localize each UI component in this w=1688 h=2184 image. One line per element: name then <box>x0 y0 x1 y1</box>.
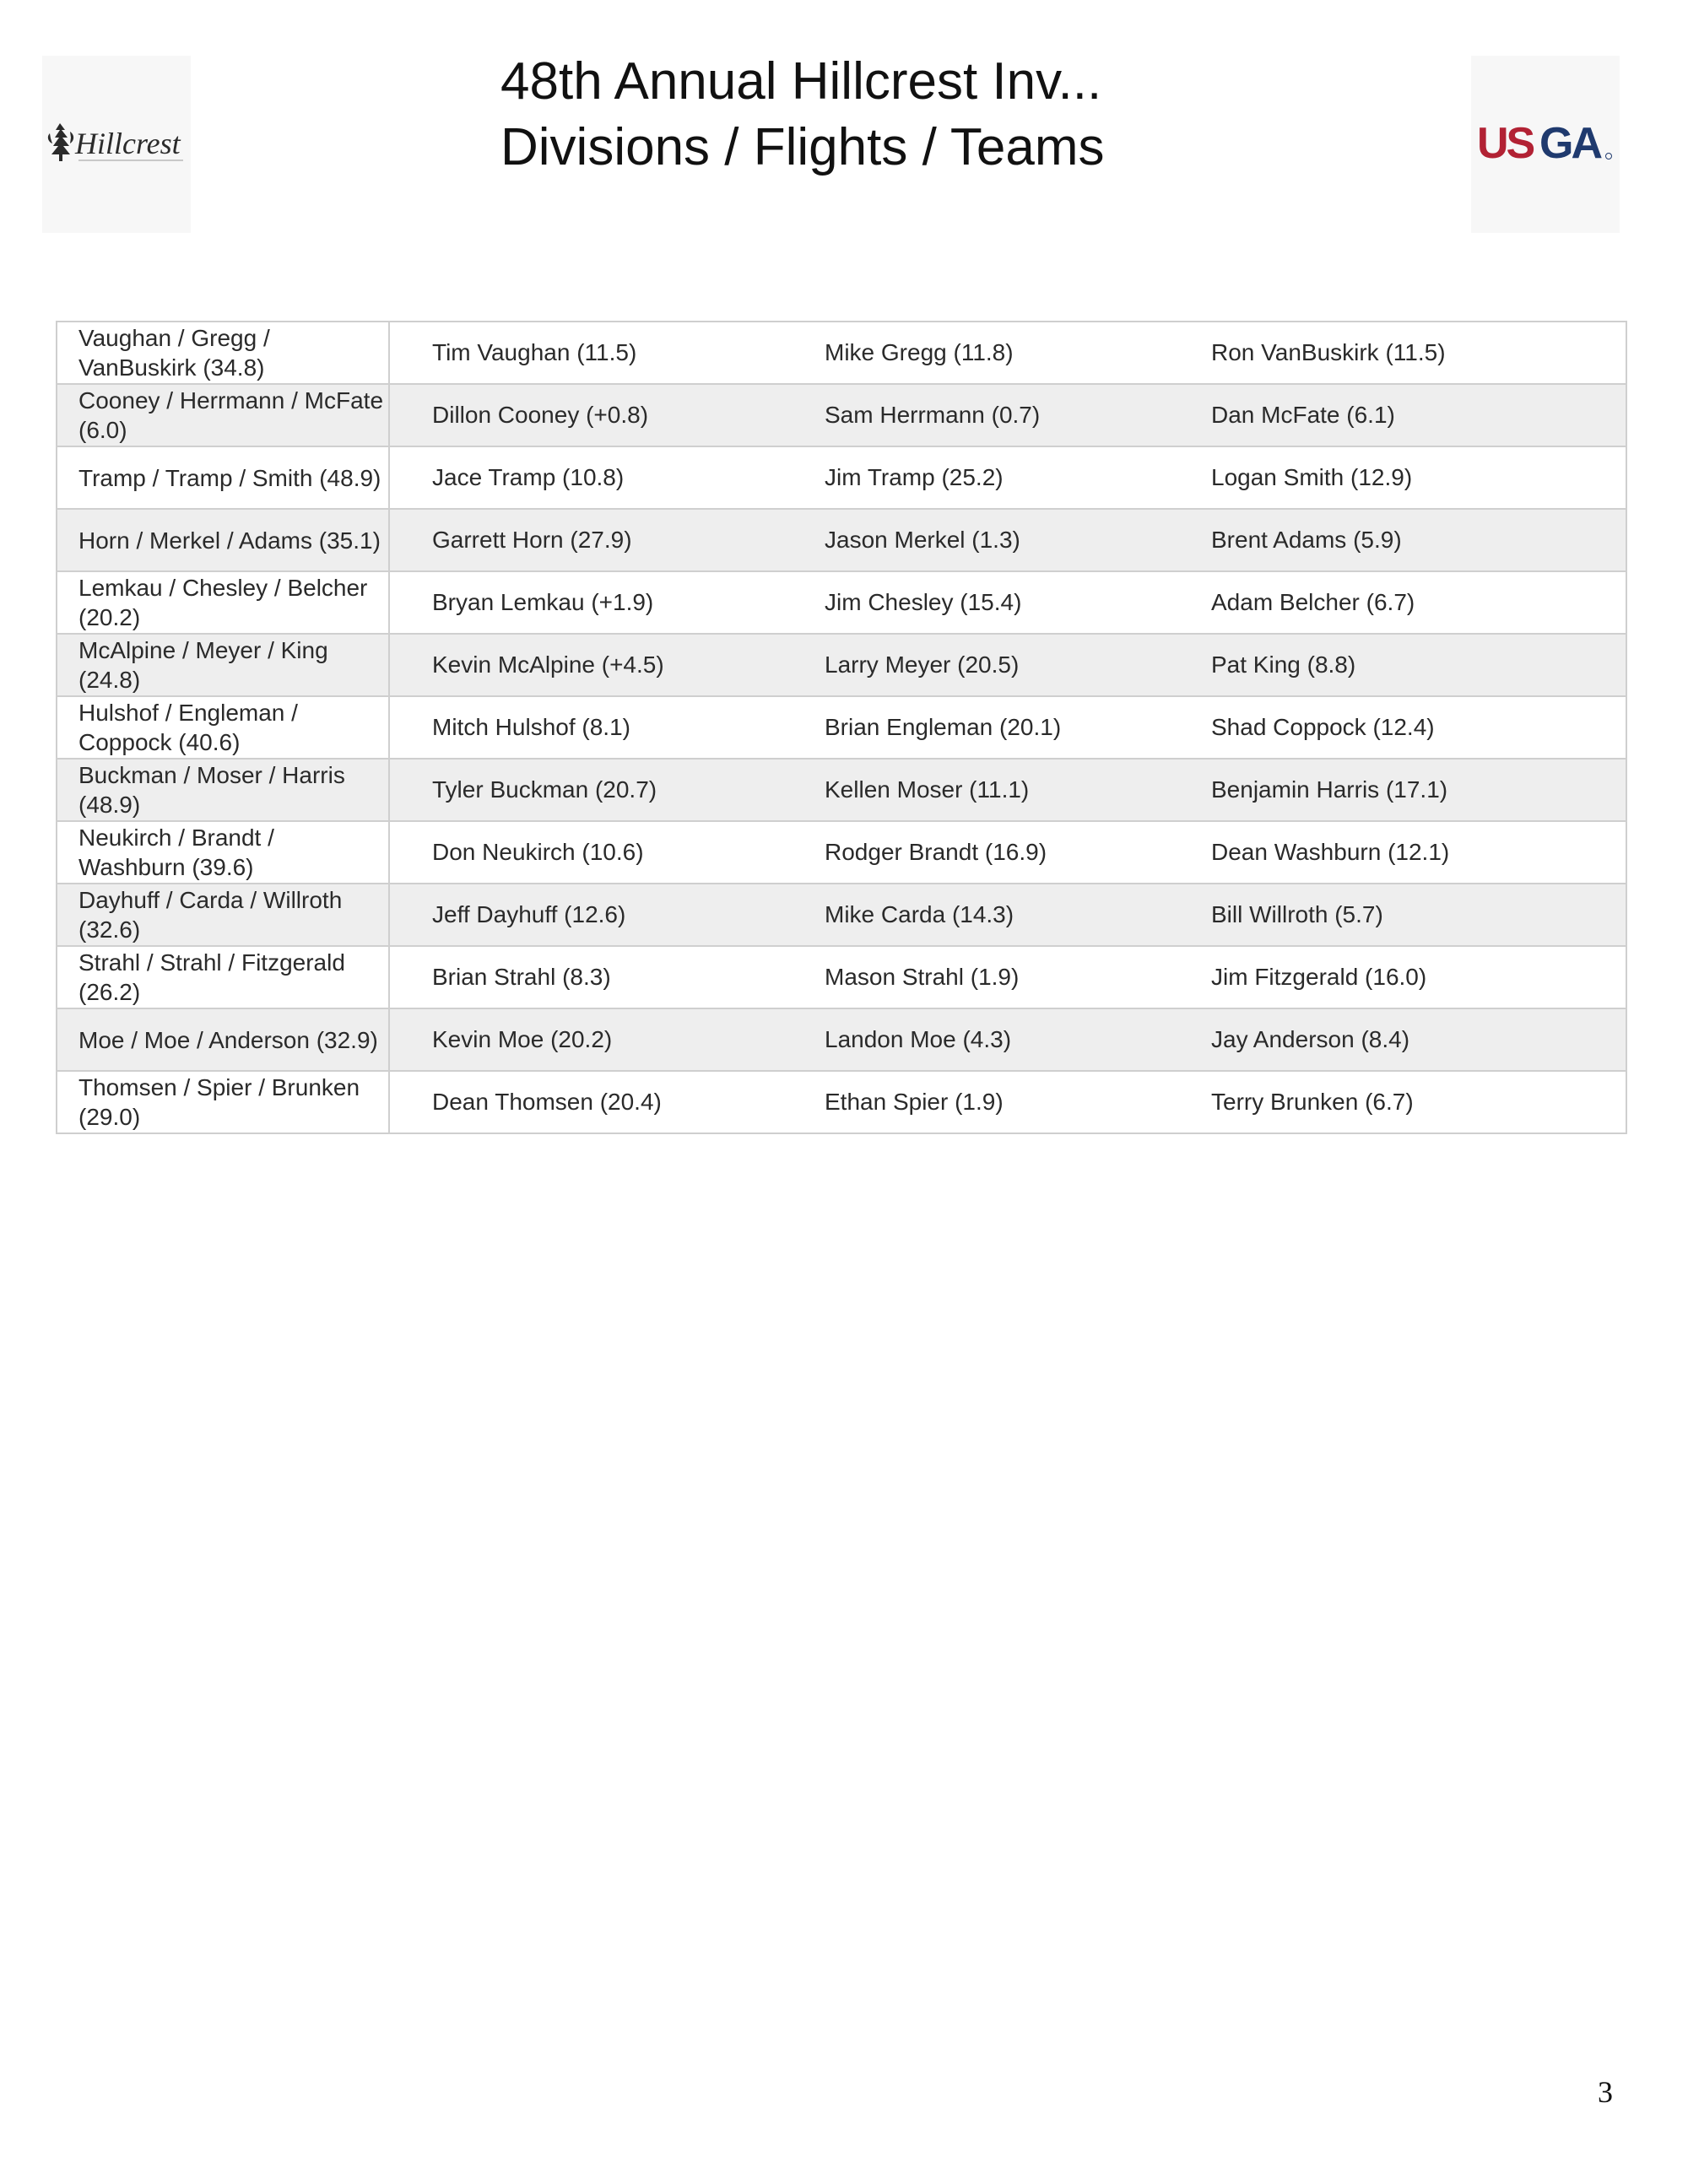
team-name-cell: Thomsen / Spier / Brunken (29.0) <box>57 1071 389 1133</box>
page-title-line-1: 48th Annual Hillcrest Inv... <box>500 52 1102 111</box>
table-row <box>57 696 1626 759</box>
player-cell: Tyler Buckman (20.7) <box>389 759 799 821</box>
player-cell: Shad Coppock (12.4) <box>1194 696 1626 759</box>
player-cell: Don Neukirch (10.6) <box>389 821 799 884</box>
svg-text:US: US <box>1477 119 1534 168</box>
page-number: 3 <box>1598 2075 1613 2109</box>
player-cell: Tim Vaughan (11.5) <box>389 322 799 384</box>
svg-text:GA: GA <box>1539 119 1600 168</box>
player-cell: Terry Brunken (6.7) <box>1194 1071 1626 1133</box>
player-cell: Sam Herrmann (0.7) <box>799 384 1194 446</box>
teams-table <box>56 321 1627 1134</box>
table-row <box>57 446 1626 509</box>
table-row <box>57 759 1626 821</box>
player-cell: Mitch Hulshof (8.1) <box>389 696 799 759</box>
usga-logo <box>1471 56 1620 233</box>
player-cell: Dan McFate (6.1) <box>1194 384 1626 446</box>
player-cell: Logan Smith (12.9) <box>1194 446 1626 509</box>
page-title <box>500 49 1142 181</box>
player-cell: Mike Carda (14.3) <box>799 884 1194 946</box>
page-title-line-2: Divisions / Flights / Teams <box>500 118 1105 176</box>
table-row <box>57 1008 1626 1071</box>
player-cell: Jay Anderson (8.4) <box>1194 1008 1626 1071</box>
team-name-cell: Cooney / Herrmann / McFate (6.0) <box>57 384 389 446</box>
player-cell: Kellen Moser (11.1) <box>799 759 1194 821</box>
team-name-cell: Buckman / Moser / Harris (48.9) <box>57 759 389 821</box>
team-name-cell: McAlpine / Meyer / King (24.8) <box>57 634 389 696</box>
player-cell: Adam Belcher (6.7) <box>1194 571 1626 634</box>
table-row <box>57 884 1626 946</box>
player-cell: Kevin McAlpine (+4.5) <box>389 634 799 696</box>
player-cell: Jim Fitzgerald (16.0) <box>1194 946 1626 1008</box>
hillcrest-logo-icon <box>45 115 188 174</box>
team-name-cell: Strahl / Strahl / Fitzgerald (26.2) <box>57 946 389 1008</box>
player-cell: Pat King (8.8) <box>1194 634 1626 696</box>
player-cell: Jeff Dayhuff (12.6) <box>389 884 799 946</box>
player-cell: Benjamin Harris (17.1) <box>1194 759 1626 821</box>
player-cell: Bill Willroth (5.7) <box>1194 884 1626 946</box>
player-cell: Dean Washburn (12.1) <box>1194 821 1626 884</box>
team-name-cell: Dayhuff / Carda / Willroth (32.6) <box>57 884 389 946</box>
team-name-cell: Horn / Merkel / Adams (35.1) <box>57 509 389 571</box>
table-row <box>57 509 1626 571</box>
player-cell: Garrett Horn (27.9) <box>389 509 799 571</box>
player-cell: Jace Tramp (10.8) <box>389 446 799 509</box>
hillcrest-logo <box>42 56 191 233</box>
team-name-cell: Neukirch / Brandt / Washburn (39.6) <box>57 821 389 884</box>
player-cell: Larry Meyer (20.5) <box>799 634 1194 696</box>
player-cell: Rodger Brandt (16.9) <box>799 821 1194 884</box>
team-name-cell: Hulshof / Engleman / Coppock (40.6) <box>57 696 389 759</box>
team-name-cell: Lemkau / Chesley / Belcher (20.2) <box>57 571 389 634</box>
player-cell: Jim Tramp (25.2) <box>799 446 1194 509</box>
player-cell: Mike Gregg (11.8) <box>799 322 1194 384</box>
table-row <box>57 1071 1626 1133</box>
player-cell: Mason Strahl (1.9) <box>799 946 1194 1008</box>
team-name-cell: Vaughan / Gregg / VanBuskirk (34.8) <box>57 322 389 384</box>
table-row <box>57 322 1626 384</box>
table-row <box>57 634 1626 696</box>
player-cell: Dillon Cooney (+0.8) <box>389 384 799 446</box>
table-row <box>57 571 1626 634</box>
player-cell: Ethan Spier (1.9) <box>799 1071 1194 1133</box>
player-cell: Kevin Moe (20.2) <box>389 1008 799 1071</box>
player-cell: Jim Chesley (15.4) <box>799 571 1194 634</box>
player-cell: Ron VanBuskirk (11.5) <box>1194 322 1626 384</box>
player-cell: Landon Moe (4.3) <box>799 1008 1194 1071</box>
player-cell: Dean Thomsen (20.4) <box>389 1071 799 1133</box>
player-cell: Brent Adams (5.9) <box>1194 509 1626 571</box>
table-row <box>57 384 1626 446</box>
table-row <box>57 946 1626 1008</box>
usga-logo-icon <box>1474 119 1617 170</box>
svg-text:Hillcrest: Hillcrest <box>75 127 181 160</box>
team-name-cell: Tramp / Tramp / Smith (48.9) <box>57 446 389 509</box>
player-cell: Jason Merkel (1.3) <box>799 509 1194 571</box>
table-row <box>57 821 1626 884</box>
player-cell: Brian Engleman (20.1) <box>799 696 1194 759</box>
team-name-cell: Moe / Moe / Anderson (32.9) <box>57 1008 389 1071</box>
player-cell: Bryan Lemkau (+1.9) <box>389 571 799 634</box>
player-cell: Brian Strahl (8.3) <box>389 946 799 1008</box>
